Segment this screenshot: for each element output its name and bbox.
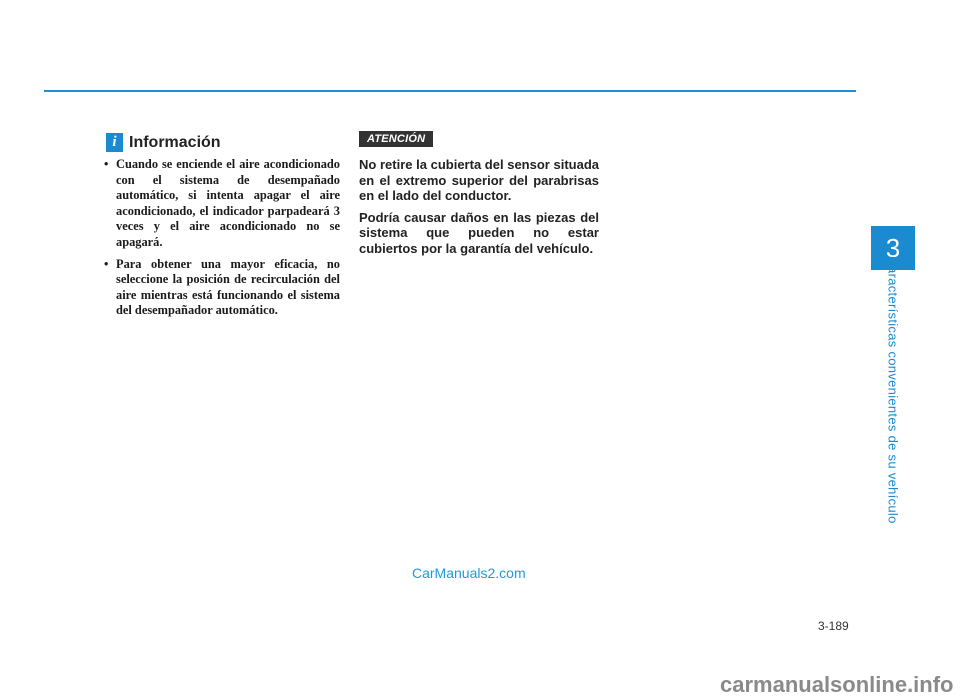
info-bullet-1: • Cuando se enciende el aire acondicionado con el sistema de desempañado automático, si intenta apagar el aire acondicionado, el indicador parpadeará 3 veces y el aire acondicionado no se apagará.	[104, 157, 340, 251]
chapter-title: Características convenientes de su vehículo	[885, 256, 901, 524]
attention-badge: ATENCIÓN	[359, 131, 433, 147]
info-bullet-2: • Para obtener una mayor eficacia, no seleccione la posición de recirculación del aire mientras está funcionando el sistema del desempañador automático.	[104, 257, 340, 319]
attention-paragraph-2: Podría causar daños en las piezas del sistema que pueden no estar cubiertos por la garantía del vehículo.	[359, 209, 599, 256]
attention-paragraph-1: No retire la cubierta del sensor situada en el extremo superior del parabrisas en el lado del conductor.	[359, 157, 599, 204]
header-rule	[44, 90, 856, 92]
info-icon: i	[106, 133, 123, 152]
info-bullet-list	[104, 157, 340, 325]
page-number: 3-189	[818, 619, 849, 633]
attention-body	[359, 157, 599, 263]
info-title: Información	[129, 133, 221, 151]
chapter-number-tab: 3	[871, 226, 915, 270]
watermark-link[interactable]: CarManuals2.com	[412, 565, 526, 581]
info-heading	[106, 133, 221, 152]
bottom-watermark: carmanualsonline.info	[720, 672, 954, 697]
